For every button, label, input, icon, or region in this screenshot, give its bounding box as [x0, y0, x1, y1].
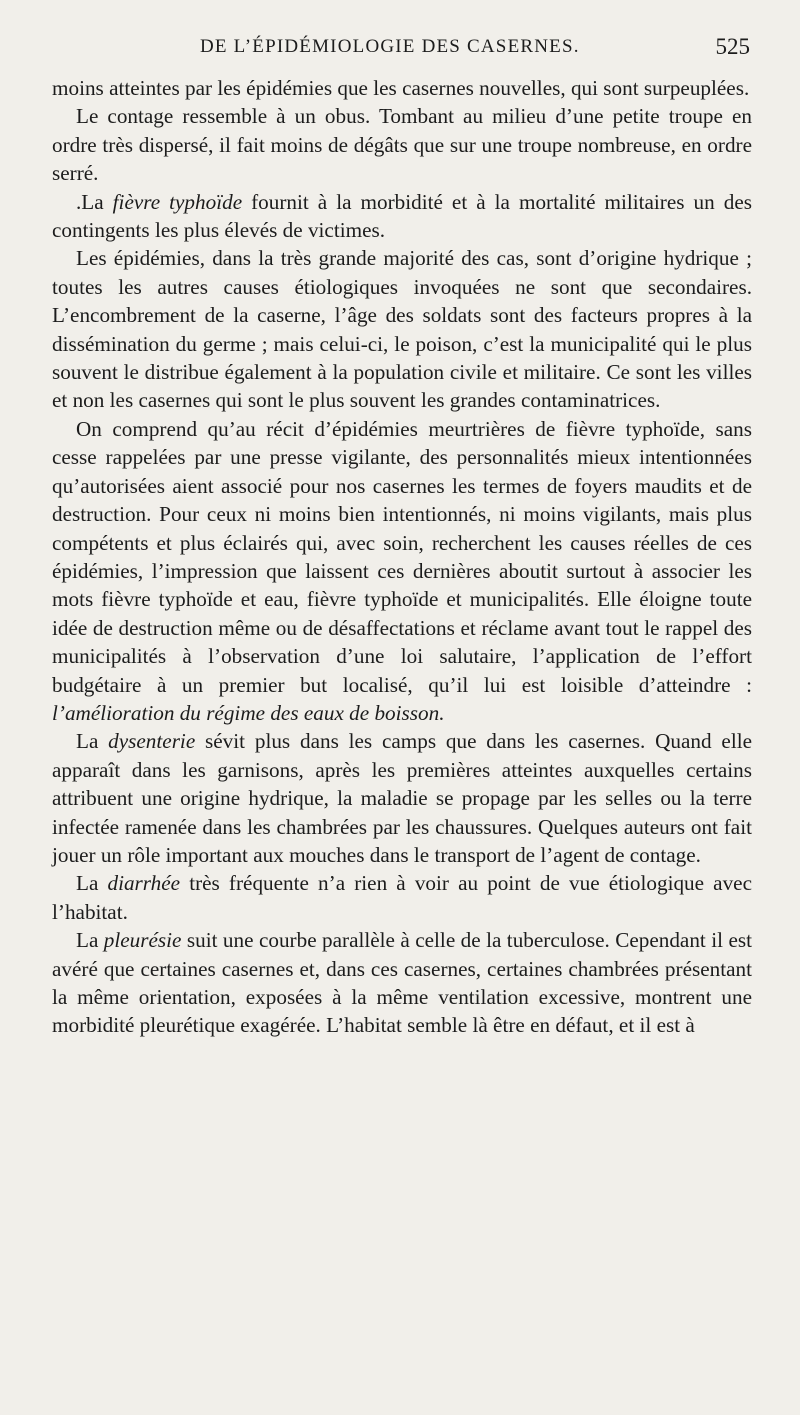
paragraph-text: Le contage ressemble à un obus. Tombant au milieu d’une petite troupe en ordre très dispersé, il fait moins de dégâts que sur une troupe nombreuse, en ordre serré.	[52, 104, 752, 186]
italic-term: l’amélioration du régime des eaux de boisson.	[52, 700, 445, 725]
page-header	[52, 36, 750, 66]
page-number: 525	[715, 34, 750, 59]
paragraph-text: La	[76, 729, 109, 754]
italic-term: pleurésie	[103, 928, 182, 953]
paragraph	[52, 869, 752, 926]
paragraph	[52, 102, 752, 187]
paragraph	[52, 926, 752, 1040]
paragraph-text: .La	[76, 189, 113, 214]
paragraph-text: On comprend qu’au récit d’épidémies meurtrières de fièvre typhoïde, sans cesse rappelées par une presse vigilante, des personnalités mieux intentionnées qu’autorisées aient associé pour nos casernes les termes de foyers maudits et de destruction. Pour ceux ni moins bien intentionnés, ni moins vigilants, mais plus compétents et plus éclairés qui, avec soin, recherchent les causes réelles de ces épidémies, l’impression que laissent ces dernières aboutit surtout à associer les mots fièvre typhoïde et eau, fièvre typhoïde et municipalités. Elle éloigne toute idée de destruction même ou de désaffectations et réclame avant tout le rappel des municipalités à l’observation d’une loi salutaire, l’application de l’effort budgétaire à un premier but localisé, qu’il lui est loisible d’atteindre :	[52, 416, 752, 697]
paragraph	[52, 727, 752, 869]
paragraph	[52, 244, 752, 414]
paragraph-text: sévit plus dans les camps que dans les casernes. Quand elle apparaît dans les garnisons, après les premières atteintes auxquelles certains attribuent une origine hydrique, la maladie se propage par les selles ou la terre infectée ramenée dans les chambrées par les chaussures. Quelques auteurs ont fait jouer un rôle important aux mouches dans le transport de l’agent de contage.	[52, 729, 752, 867]
paragraph-text: fournit à la morbidité et à la mortalité militaires un des contingents les plus élevés de victimes.	[52, 189, 752, 243]
paragraph-text: très fréquente n’a rien à voir au point de vue étiologique avec l’habitat.	[52, 871, 752, 924]
paragraph	[52, 74, 752, 102]
italic-term: diarrhée	[107, 871, 181, 896]
paragraph-text: suit une courbe parallèle à celle de la tuberculose. Cependant il est avéré que certaines casernes et, dans ces casernes, certaines chambrées présentant la même orientation, exposées à la même ventilation excessive, montrent une morbidité pleurétique exagérée. L’habitat semble là être en défaut, et il est à	[52, 928, 752, 1038]
paragraph-text: La	[76, 928, 104, 953]
running-title: DE L’ÉPIDÉMIOLOGIE DES CASERNES.	[200, 36, 580, 57]
body-text	[52, 74, 752, 1040]
paragraph	[52, 415, 752, 727]
paragraph-text: Les épidémies, dans la très grande majorité des cas, sont d’origine hydrique ; toutes les autres causes étiologiques invoquées ne sont que secondaires. L’encombrement de la caserne, l’âge des soldats sont des facteurs propres à la dissémination du germe ; mais celui-ci, le poison, c’est la municipalité qui le plus souvent le distribue également à la population civile et militaire. Ce sont les villes et non les casernes qui sont le plus souvent les grandes contaminatrices.	[52, 246, 752, 413]
paragraph-text: moins atteintes par les épidémies que les casernes nouvelles, qui sont surpeuplées.	[52, 76, 750, 100]
italic-term: dysenterie	[108, 729, 196, 754]
italic-term: fièvre typhoïde	[112, 189, 243, 214]
paragraph-text: La	[76, 871, 108, 896]
paragraph	[52, 188, 752, 245]
